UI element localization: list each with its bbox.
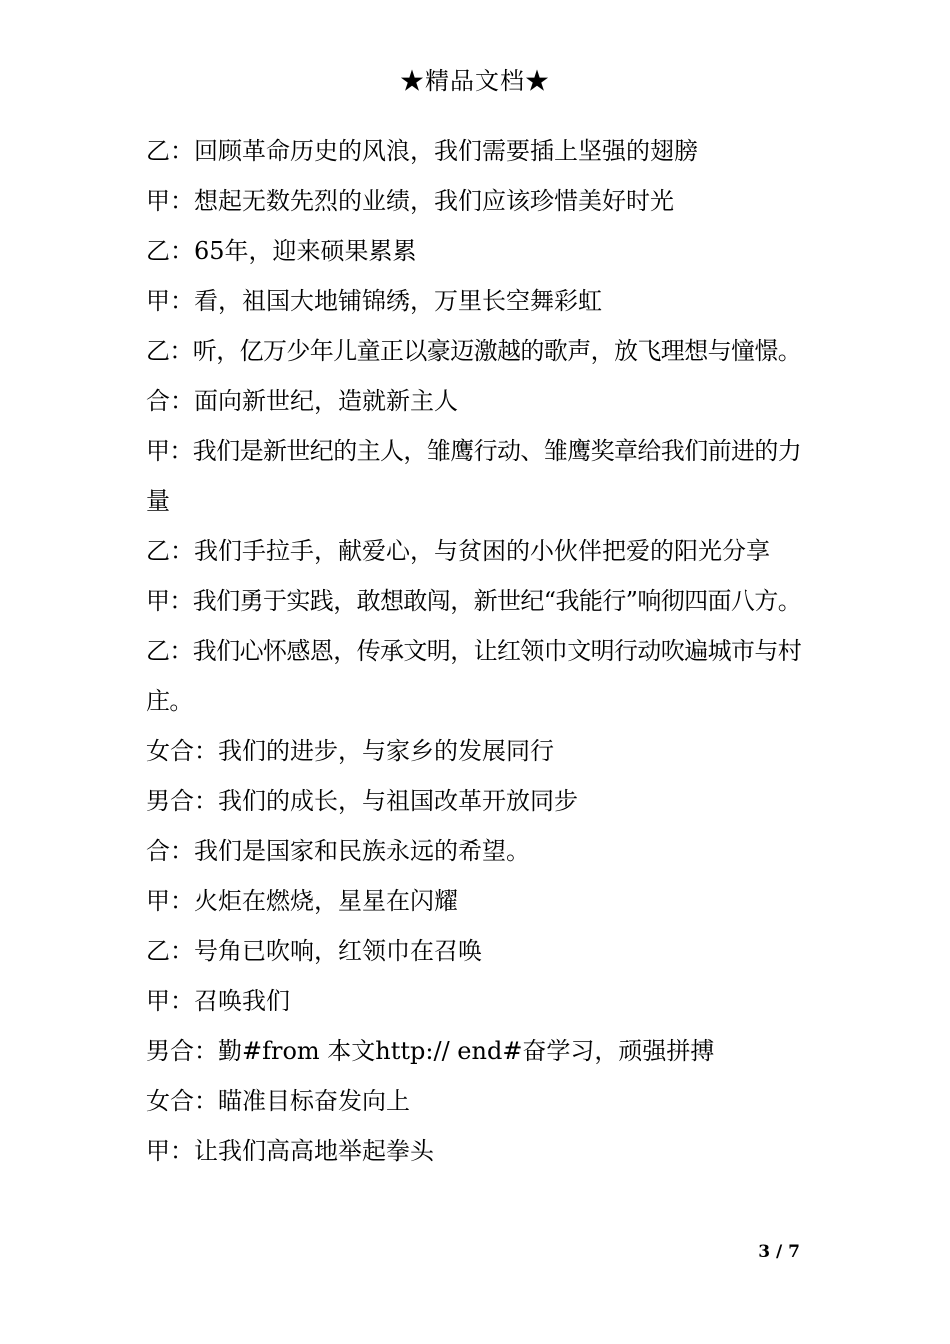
dialogue-line: 合：面向新世纪，造就新主人 [146, 387, 458, 415]
dialogue-line: 乙：回顾革命历史的风浪，我们需要插上坚强的翅膀 [146, 137, 698, 165]
page-number: 3 / 7 [758, 1242, 800, 1262]
dialogue-line: 乙：我们手拉手，献爱心，与贫困的小伙伴把爱的阳光分享 [146, 537, 770, 565]
dialogue-line: 女合：瞄准目标奋发向上 [146, 1087, 410, 1115]
page-header-title: ★精品文档★ [400, 67, 550, 95]
dialogue-line: 甲：召唤我们 [146, 987, 290, 1015]
dialogue-line: 甲：让我们高高地举起拳头 [146, 1137, 434, 1165]
dialogue-line: 甲：想起无数先烈的业绩，我们应该珍惜美好时光 [146, 187, 674, 215]
dialogue-line: 甲：我们勇于实践，敢想敢闯，新世纪“我能行”响彻四面八方。 [146, 587, 802, 615]
dialogue-line: 男合：勤#from 本文http:// end#奋学习，顽强拼搏 [146, 1037, 715, 1065]
dialogue-line: 女合：我们的进步，与家乡的发展同行 [146, 737, 554, 765]
dialogue-line: 甲：火炬在燃烧，星星在闪耀 [146, 887, 458, 915]
dialogue-line: 甲：我们是新世纪的主人，雏鹰行动、雏鹰奖章给我们前进的力量 [146, 437, 802, 515]
dialogue-line: 男合：我们的成长，与祖国改革开放同步 [146, 787, 578, 815]
dialogue-line: 甲：看，祖国大地铺锦绣，万里长空舞彩虹 [146, 287, 602, 315]
dialogue-line: 乙：号角已吹响，红领巾在召唤 [146, 937, 482, 965]
dialogue-line: 乙：65年，迎来硕果累累 [146, 237, 417, 265]
document-body [146, 126, 822, 1176]
dialogue-line: 乙：我们心怀感恩，传承文明，让红领巾文明行动吹遍城市与村庄。 [146, 637, 802, 715]
dialogue-line: 合：我们是国家和民族永远的希望。 [146, 837, 530, 865]
dialogue-line: 乙：听，亿万少年儿童正以豪迈激越的歌声，放飞理想与憧憬。 [146, 337, 802, 365]
